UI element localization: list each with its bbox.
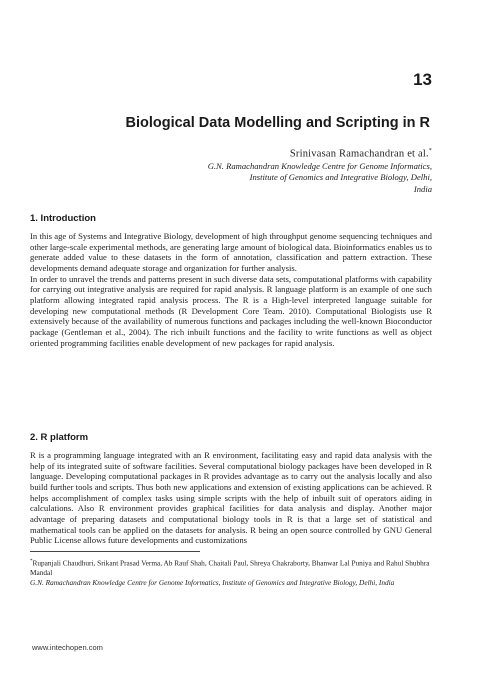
footer-url-link[interactable]: www.intechopen.com <box>32 643 103 652</box>
affiliation-line-1: G.N. Ramachandran Knowledge Centre for Genome Informatics, <box>207 160 432 171</box>
section-heading-r-platform: 2. R platform <box>30 432 89 443</box>
footnote-marker: * <box>30 559 33 564</box>
author-footnote-marker[interactable]: * <box>428 148 432 154</box>
affiliation-line-3: India <box>413 183 432 194</box>
section-heading-introduction: 1. Introduction <box>30 213 96 224</box>
footnote-affiliation: G.N. Ramachandran Knowledge Centre for Genome Informatics, Institute of Genomics and Integrative Biology, Delhi, India <box>30 578 395 588</box>
paragraph: In order to unravel the trends and patterns present in such diverse data sets, computational platforms with capability for carrying out integrative analysis are required for rapid analysis. R language platform is an example of one such platform allowing integrated rapid analysis process. The R is a High-level interpreted language suitable for developing new computational methods (R Development Core Team. 2010). Computational Biologists use R extensively because of the availability of numerous functions and packages including the well-known Bioconductor package (Gentleman et al., 2004). The rich inbuilt functions and the facility to write functions as well as object oriented programming facilities enable development of new packages for rapid analysis. <box>30 273 432 348</box>
footnote-divider <box>30 551 200 552</box>
footnote <box>30 557 440 588</box>
r-platform-body <box>30 450 432 546</box>
footnote-authors <box>30 557 440 578</box>
paragraph: R is a programming language integrated with an R environment, facilitating easy and rapid data analysis with the help of its integrated suite of software facilities. Several computational biology packages have been developed in R language. Developing computational packages in R provides advantage as to carry out the analysis locally and also build further tools and scripts. Thus both new applications and extension of existing applications can be achieved. R helps accomplishment of complex tasks using simple scripts with the help of inbuilt suit of operators aiding in calculations. Also R environment provides graphical facilities for data analysis and display. Another major advantage of preparing datasets and computational biology tools in R is that a large set of statistical and mathematical tools can be applied on the datasets for analysis. R being an open source controlled by GNU General Public License allows future developments and customizations <box>30 450 432 546</box>
chapter-number: 13 <box>413 70 432 89</box>
author-name <box>112 145 432 161</box>
paragraph: In this age of Systems and Integrative Biology, development of high throughput genome sequencing techniques and other large-scale experimental methods, are generating large amount of biological data. Bioinformatics enables us to generate added value to these datasets in the form of annotation, classification and pattern extraction. These developments demand adequate storage and organization for further analysis. <box>30 231 432 273</box>
affiliation-line-2: Institute of Genomics and Integrative Biology, Delhi, <box>249 172 432 182</box>
chapter-title: Biological Data Modelling and Scripting in R <box>125 115 430 131</box>
footnote-authors-text: Rupanjali Chaudhuri, Srikant Prasad Verma, Ab Rauf Shah, Chaitali Paul, Shreya Chakraborty, Bhanwar Lal Puniya and Rahul Shubhra Mandal <box>30 558 430 578</box>
introduction-body <box>30 231 432 348</box>
author-block <box>112 145 432 195</box>
author-name-text: Srinivasan Ramachandran et al. <box>289 148 429 160</box>
